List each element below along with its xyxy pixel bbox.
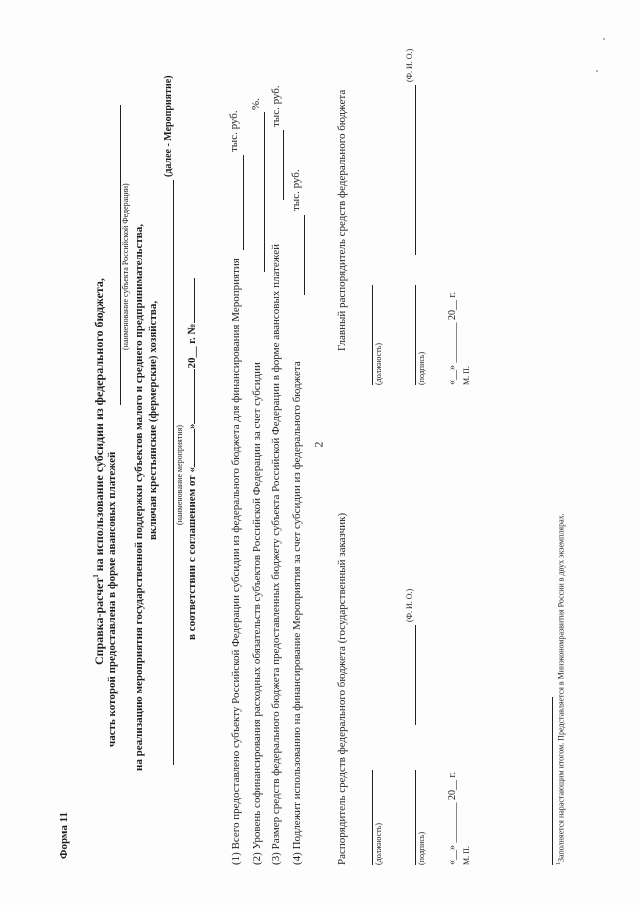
event-name-line (173, 180, 174, 765)
left-signer-title: Распорядитель средств федерального бюджета (государственный заказчик) (336, 512, 348, 865)
right-name-caption: (Ф. И. О.) (405, 48, 414, 82)
right-signer-title: Главный распорядитель средств федерального бюджета (336, 89, 348, 351)
item-3-unit: тыс. руб. (270, 85, 282, 127)
subject-caption: (наименование субъекта Российской Федерации) (121, 183, 130, 350)
left-name-caption: (Ф. И. О.) (405, 588, 414, 622)
hereinafter-label: (далее - Мероприятие) (163, 75, 174, 177)
item-3: (3) Размер средств федерального бюджета предоставленных бюджету субъекта Российской Федерации в форме авансовых платежей (270, 243, 282, 865)
left-position-line (372, 770, 373, 865)
item-4-value-line (304, 215, 305, 295)
right-position-caption: (должность) (374, 343, 383, 385)
agreement-line: в соответствии с соглашением от «»20__ г. № (186, 278, 198, 640)
title-line1-rest: на использование субсидии из федерального бюджета, (92, 278, 106, 575)
agreement-month-blank (194, 369, 195, 424)
right-position-line (372, 285, 373, 385)
footnote-separator (552, 697, 553, 865)
title-line3: на реализацию мероприятия государственной поддержки субъектов малого и среднего предпринимательства, (133, 224, 145, 771)
agreement-day-blank (194, 429, 195, 467)
left-signature-caption: (подпись) (417, 831, 426, 865)
footnote-text: Заполняется нарастающим итогом. Представляется в Минэкономразвития России в двух экземплярах. (556, 513, 566, 862)
agreement-number-blank (194, 278, 195, 323)
title-footnote-mark: 1 (92, 574, 100, 578)
left-position-caption: (должность) (374, 823, 383, 865)
right-name-line (415, 85, 416, 255)
event-caption: (наименование мероприятия) (175, 425, 184, 525)
item-4: (4) Подлежит использованию на финансирование Мероприятия за счет субсидии из федерального бюджета (291, 361, 303, 865)
item-2-unit: %. (250, 98, 262, 110)
right-date: «__» ________ 20__ г. (447, 292, 458, 385)
right-signature-caption: (подпись) (417, 351, 426, 385)
left-signature-line (415, 770, 416, 865)
left-name-line (415, 625, 416, 725)
item-1: (1) Всего предоставлено субъекту Российской Федерации субсидии из федерального бюджета для финансирования Мероприятия (230, 258, 242, 865)
footnote-mark: 1 (556, 862, 562, 865)
document-title (92, 278, 107, 665)
item-3-value-line (283, 130, 284, 200)
right-signature-line (415, 285, 416, 385)
item-1-value-line (243, 155, 244, 250)
right-stamp: М. П. (462, 366, 471, 385)
item-2-value-line (264, 112, 265, 272)
left-stamp: М. П. (462, 846, 471, 865)
title-line2: часть которой предоставлена в форме авансовых платежей (106, 451, 118, 747)
title-line1: Справка-расчет (92, 577, 106, 665)
item-4-unit: тыс. руб. (290, 169, 302, 211)
title-line4: включая крестьянские (фермерские) хозяйства, (147, 300, 159, 540)
item-1-unit: тыс. руб. (228, 110, 240, 152)
page-number: 2 (311, 441, 326, 448)
left-date: «__» ________ 20__ г. (447, 772, 458, 865)
footnote (556, 513, 566, 865)
item-2: (2) Уровень софинансирования расходных обязательств субъектов Российской Федерации за счет субсидии (251, 362, 263, 865)
form-label: Форма 11 (58, 812, 70, 859)
